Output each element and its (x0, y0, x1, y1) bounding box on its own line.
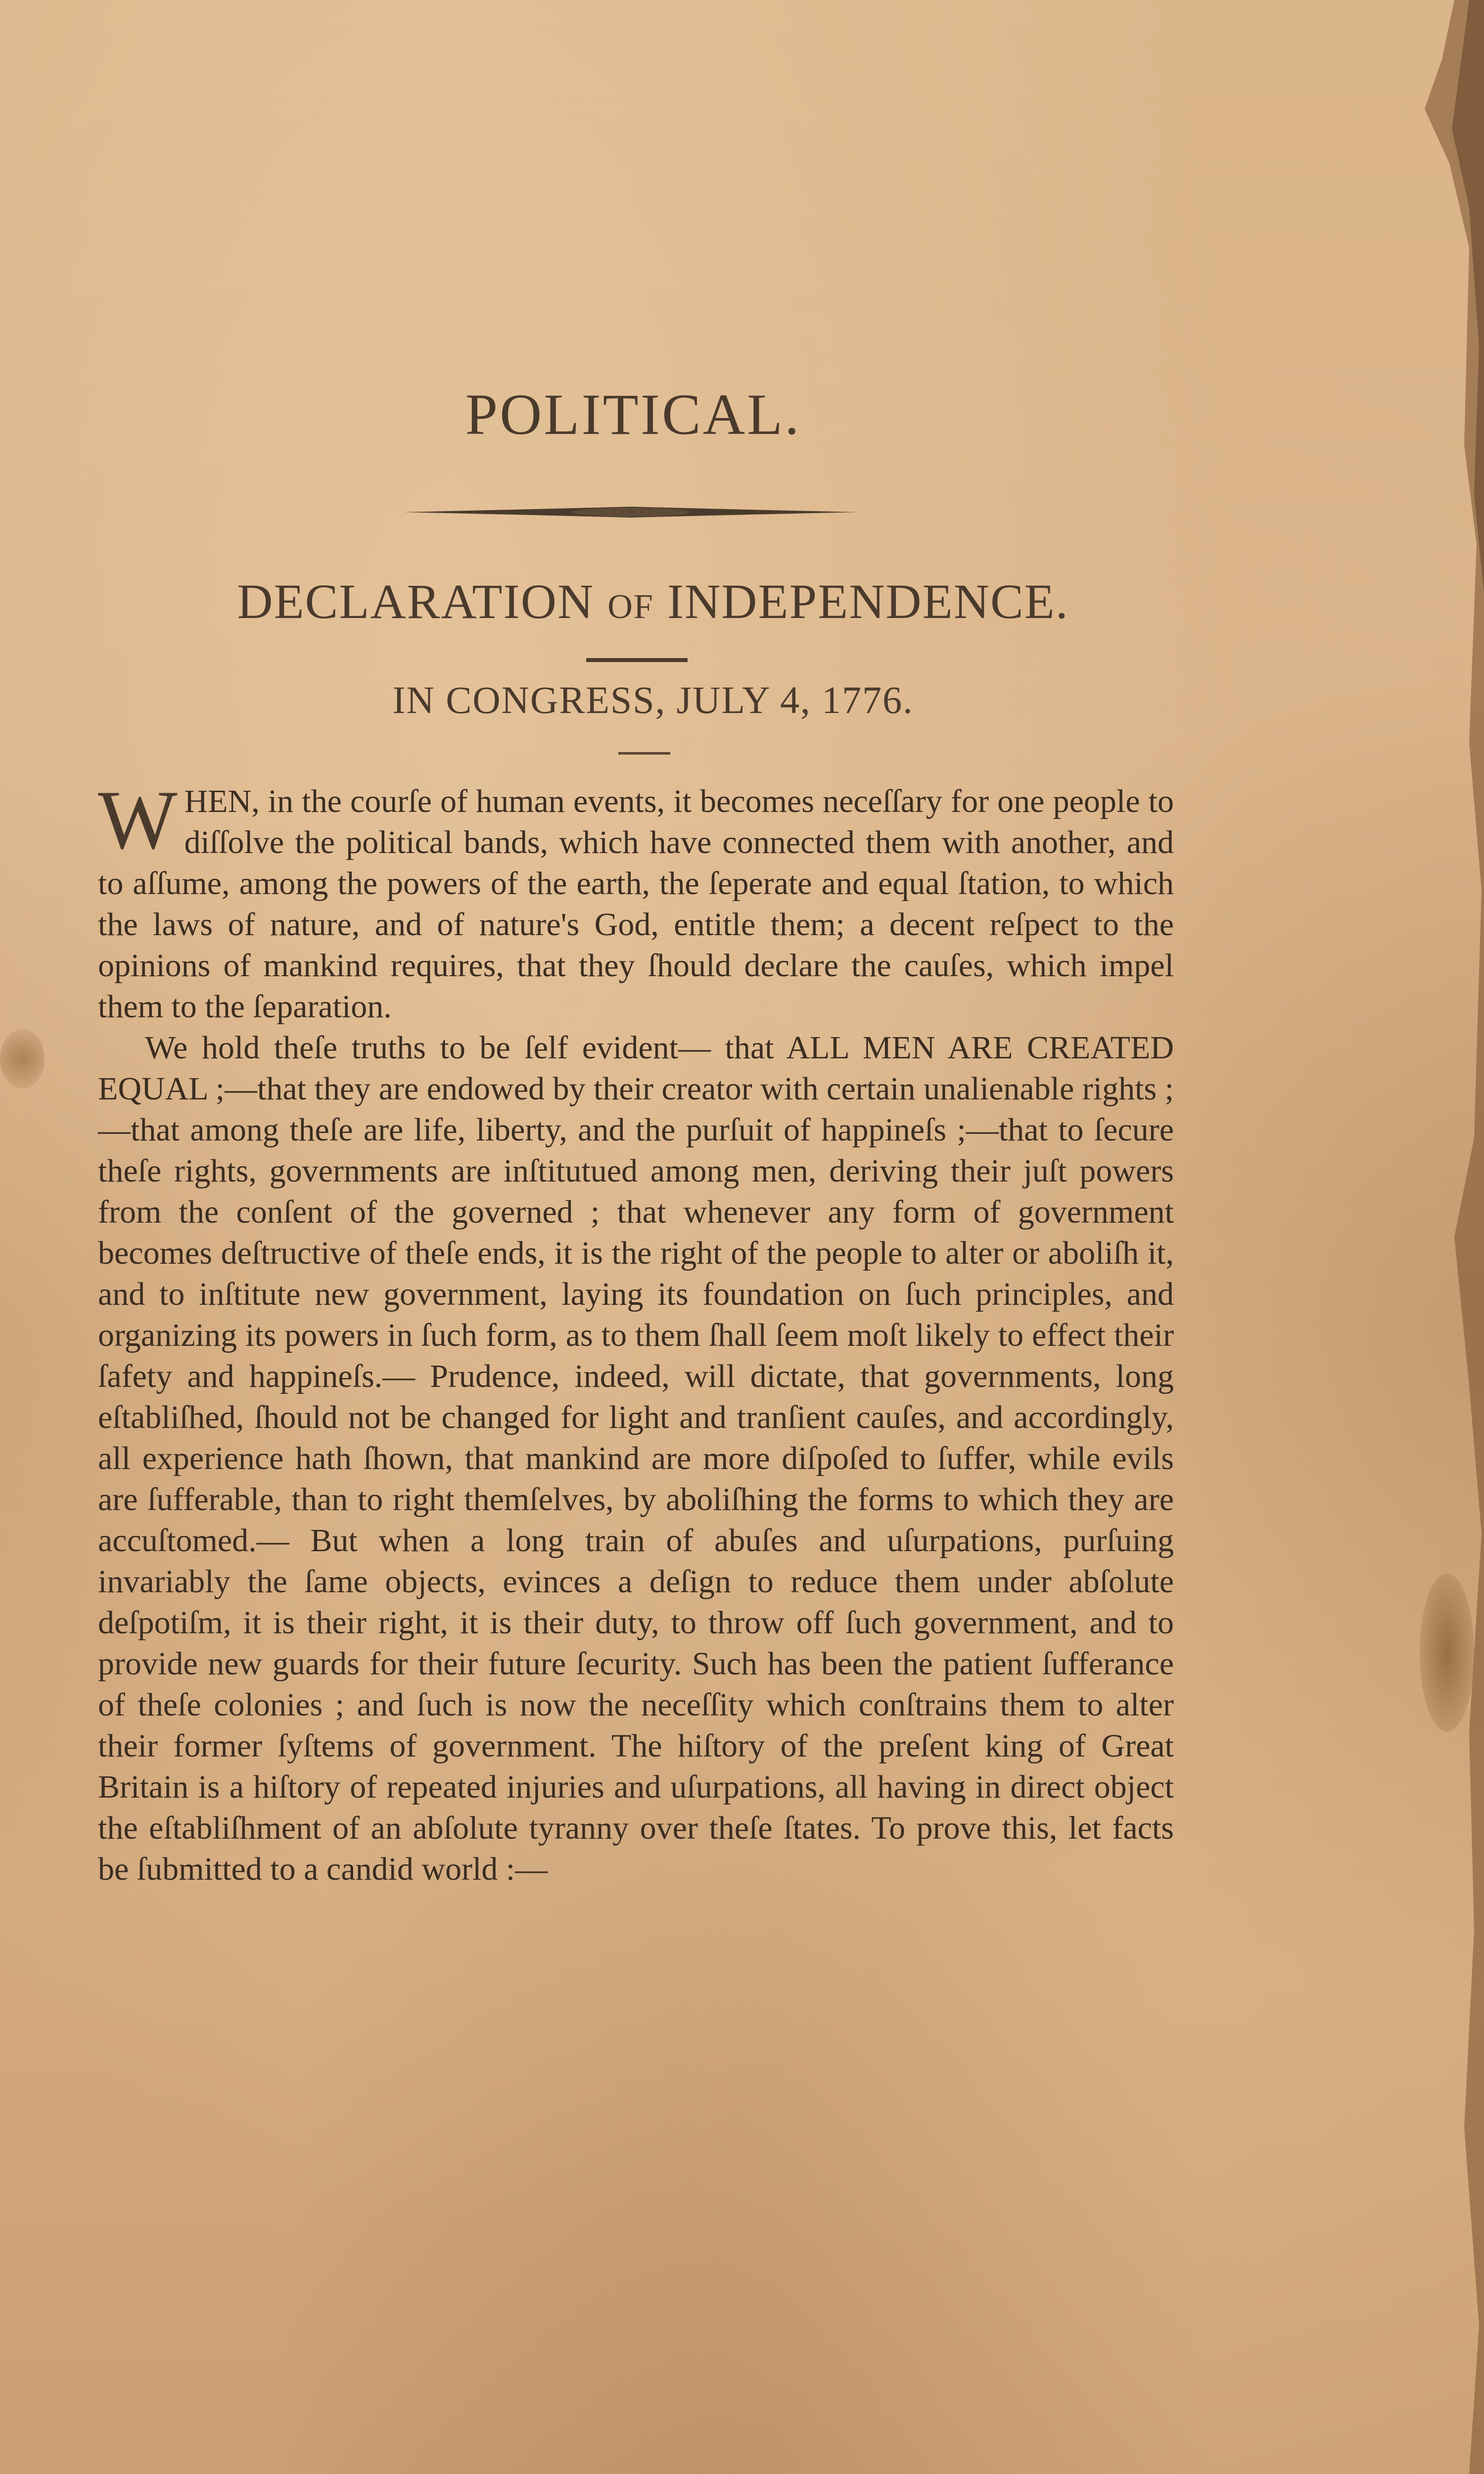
torn-right-edge (1395, 0, 1484, 2474)
dateline: IN CONGRESS, JULY 4, 1776. (392, 678, 914, 721)
paragraph-1-text: HEN, in the courſe of human events, it becomes neceſſary for one people to diſſolve the political bands, which have connected them with another, and to aſſume, among the powers of the earth, the ſeperate and equal ſtation, to which the laws of nature, and of nature's God, entitle them; a decent reſpect to the opinions of mankind requires, that they ſhould declare the cauſes, which impel them to the ſeparation. (98, 783, 1174, 1025)
declaration-body (98, 773, 1174, 1890)
paragraph-2-text: We hold theſe truths to be ſelf evident— that ALL MEN ARE CREATED EQUAL ;—that they are endowed by their creator with certain unalienable rights ;—that among theſe are life, liberty, and the purſuit of happineſs ;—that to ſecure theſe rights, governments are inſtitutued among men, deriving their juſt powers from the conſent of the governed ; that whenever any form of government becomes deſtructive of theſe ends, it is the right of the people to alter or aboliſh it, and to inſtitute new government, laying its foundation on ſuch principles, and organizing its powers in ſuch form, as to them ſhall ſeem moſt likely to effect their ſafety and happineſs.— Prudence, indeed, will dictate, that governments, long eſtabliſhed, ſhould not be changed for light and tranſient cauſes, and accordingly, all experience hath ſhown, that mankind are more diſpoſed to ſuffer, while evils are ſufferable, than to right themſelves, by aboliſhing the forms to which they are accuſtomed.— But when a long train of abuſes and uſurpations, purſuing invariably the ſame objects, evinces a deſign to reduce them under abſolute deſpotiſm, it is their right, it is their duty, to throw off ſuch government, and to provide new guards for their future ſecurity. Such has been the patient ſufferance of theſe colonies ; and ſuch is now the neceſſity which conſtrains them to alter their former ſyſtems of government. The hiſtory of the preſent king of Great Britain is a hiſtory of repeated injuries and uſurpations, all having in direct object the eſtabliſhment of an abſolute tyranny over theſe ſtates. To prove this, let facts be ſubmitted to a candid world :— (98, 1030, 1174, 1887)
paragraph-2 (98, 1027, 1174, 1890)
dateline-divider (618, 752, 670, 755)
ink-stain (0, 1029, 45, 1089)
title-divider (586, 658, 688, 662)
document-title-part1: DECLARATION (237, 574, 595, 629)
paragraph-1 (98, 773, 1174, 1027)
drop-cap: W (98, 773, 178, 866)
decorative-rule-ornament (403, 500, 858, 524)
section-title: POLITICAL. (465, 382, 801, 447)
document-title-part2: INDEPENDENCE. (667, 574, 1069, 629)
document-title (20, 573, 1286, 630)
document-title-connector: OF (607, 588, 654, 626)
